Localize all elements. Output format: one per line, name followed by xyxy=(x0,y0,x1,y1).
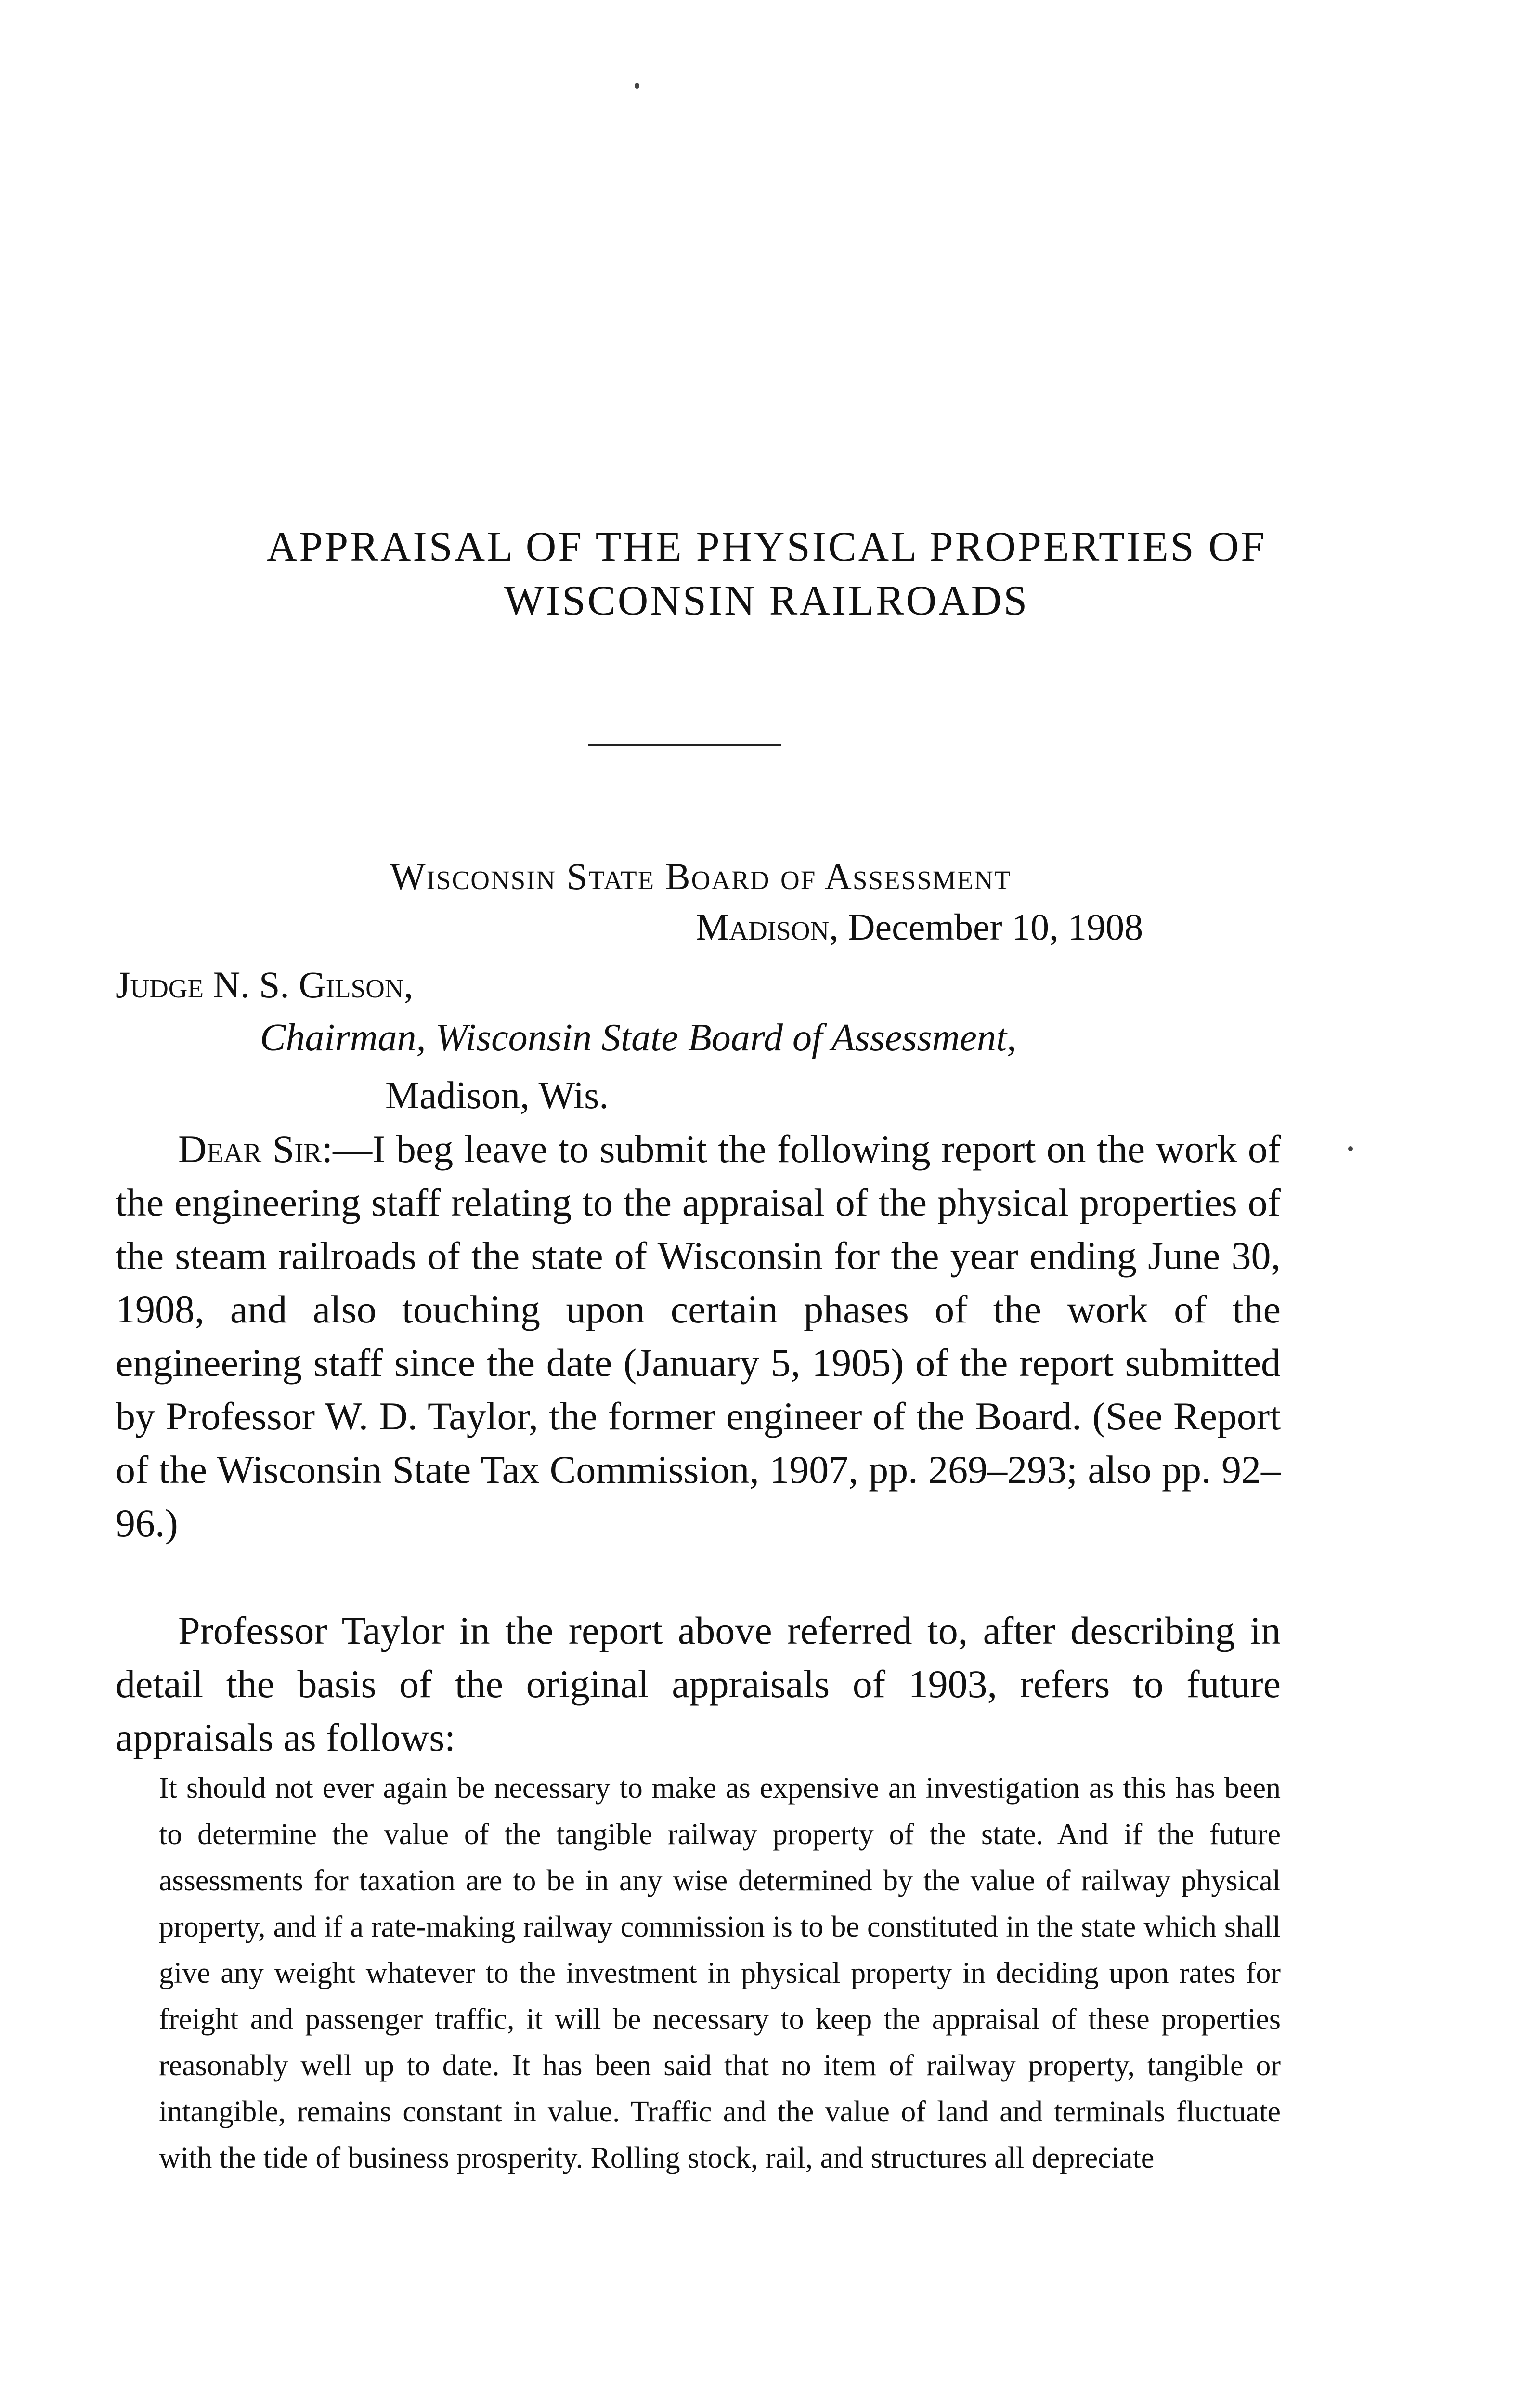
title-line-1: APPRAISAL OF THE PHYSICAL PROPERTIES OF xyxy=(266,523,1267,570)
document-title xyxy=(0,520,1533,628)
ink-speck xyxy=(635,83,639,89)
addressee-title: Chairman, Wisconsin State Board of Assessment, xyxy=(260,1017,1017,1059)
dateline-place: Madison, xyxy=(696,906,839,948)
dateline xyxy=(696,905,1143,949)
paragraph-1 xyxy=(116,1122,1281,1550)
addressee-name: Judge N. S. Gilson, xyxy=(116,964,414,1006)
block-quote: It should not ever again be necessary to make as expensive an investigation as this has been to determine the value of the tangible railway property of the state. And if the future assessments for taxation are to be in any wise determined by the value of railway physical property, and if a rate-making railway commission is to be constituted in the state which shall give any weight whatever to the investment in physical property in deciding upon rates for freight and passenger traffic, it will be necessary to keep the appraisal of these properties reasonably well up to date. It has been said that no item of railway property, tangible or intangible, remains constant in value. Traffic and the value of land and terminals fluctuate with the tide of business prosperity. Rolling stock, rail, and structures all depreciate xyxy=(159,1772,1281,2174)
addressee-city: Madison, Wis. xyxy=(385,1074,609,1117)
paragraph-1-text: —I beg leave to submit the following report on the work of the engineering staff relating to the appraisal of the physical properties of the steam railroads of the state of Wisconsin for the year ending June 30, 1908, and also touching upon certain phases of the work of the engineering staff since the date (January 5, 1905) of the report submitted by Professor W. D. Taylor, the former engineer of the Board. (See Report of the Wisconsin State Tax Commission, 1907, pp. 269–293; also pp. 92–96.) xyxy=(116,1127,1281,1545)
title-divider xyxy=(588,744,781,746)
board-heading: Wisconsin State Board of Assessment xyxy=(390,855,1012,897)
paragraph-2: Professor Taylor in the report above referred to, after describing in detail the basis of the original appraisals of 1903, refers to future appraisals as follows: xyxy=(116,1609,1281,1759)
dateline-date: December 10, 1908 xyxy=(848,906,1143,948)
salutation: Dear Sir: xyxy=(178,1127,333,1171)
ink-speck xyxy=(1348,1146,1353,1151)
title-line-2: WISCONSIN RAILROADS xyxy=(504,577,1029,624)
